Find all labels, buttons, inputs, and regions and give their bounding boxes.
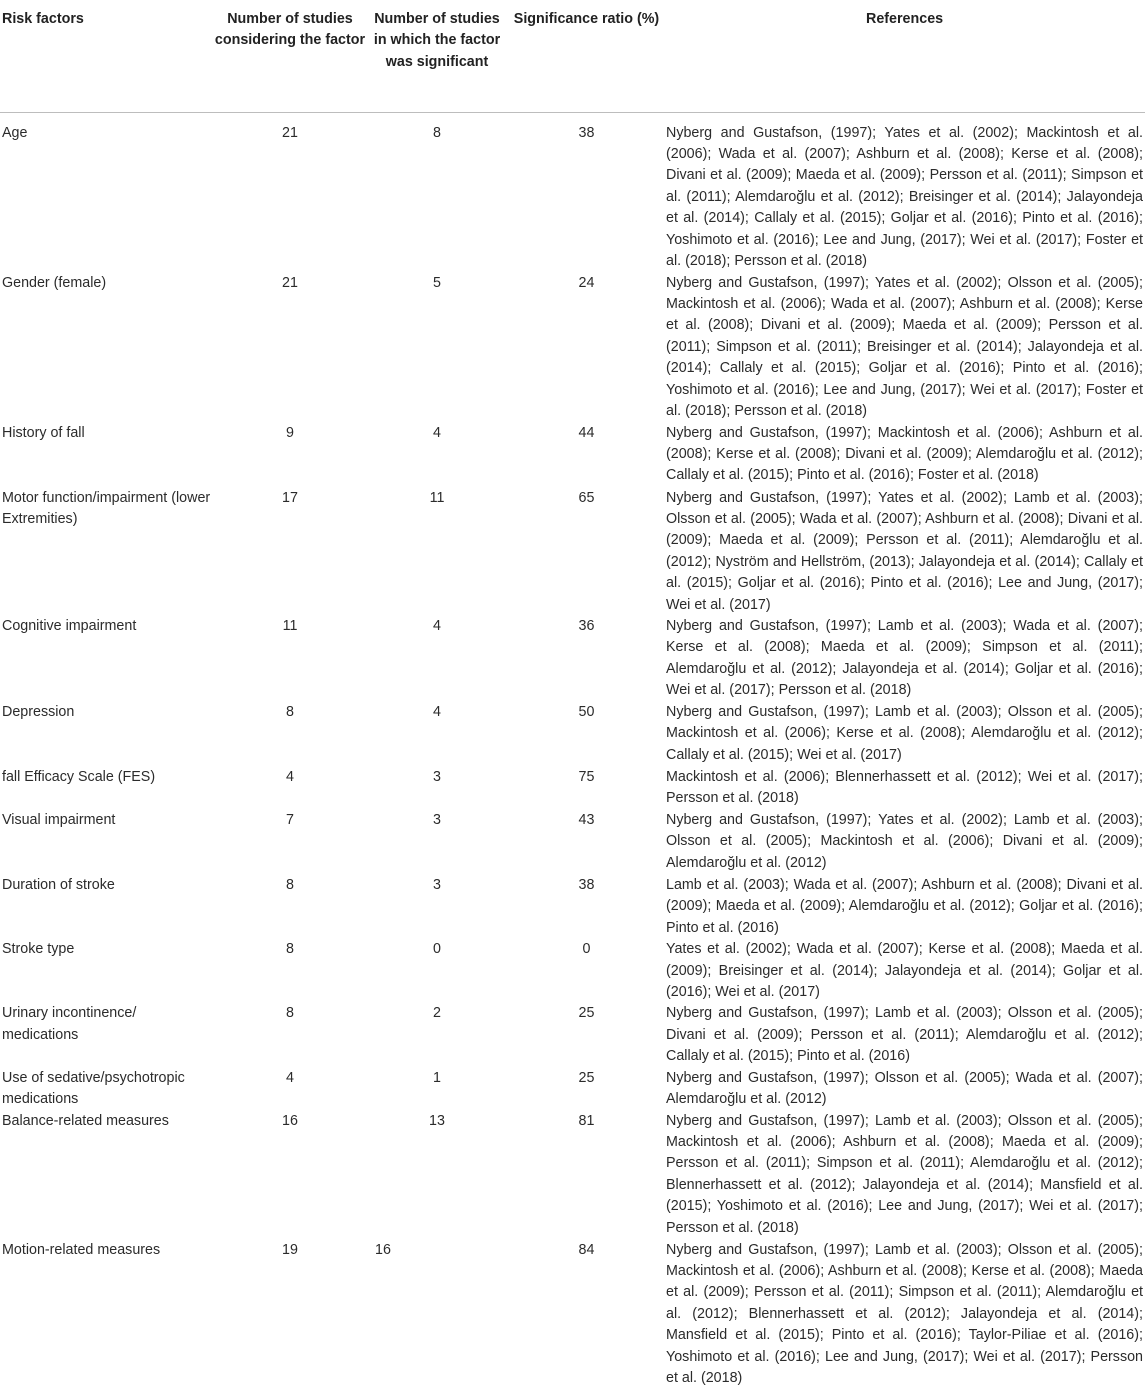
significant-cell: 2 [433, 1005, 441, 1022]
ratio-cell: 65 [578, 489, 595, 506]
considering-cell: 8 [286, 876, 294, 893]
table-row [0, 616, 1145, 702]
significant-cell: 5 [433, 274, 441, 291]
significant-cell: 13 [429, 1112, 445, 1129]
considering-cell: 7 [286, 811, 294, 828]
references-cell: Nyberg and Gustafson, (1997); Olsson et al. (2005); Wada et al. (2007); Alemdaroğlu et al. (2012) [666, 1069, 1143, 1107]
significant-cell: 16 [375, 1241, 391, 1258]
references-cell: Mackintosh et al. (2006); Blennerhassett et al. (2012); Wei et al. (2017); Persson et al. (2018) [666, 768, 1143, 807]
significant-cell: 4 [433, 617, 441, 634]
considering-cell: 8 [286, 703, 294, 720]
table-row [0, 702, 1145, 767]
table-row [0, 1068, 1145, 1111]
table-row [0, 273, 1145, 423]
risk-factor-cell: Gender (female) [2, 274, 107, 291]
ratio-cell: 84 [578, 1241, 595, 1258]
references-cell: Nyberg and Gustafson, (1997); Lamb et al. (2003); Olsson et al. (2005); Mackintosh et al. (2006); Ashburn et al. (2008); Maeda et al. (2009); Persson et al. (2011); Simpson et al. (2011); Alemdaroğlu et al. (2012); Blennerhassett et al. (2012); Jalayondeja et al. (2014); Mansfield et al. (2015); Yoshimoto et al. (2016); Lee and Jung, (2017); Wei et al. (2017); Persson et al. (2018) [666, 1112, 1143, 1236]
header-num-considering: Number of studies considering the factor [213, 0, 367, 112]
risk-factor-cell: Age [2, 124, 28, 141]
risk-factor-cell: Balance-related measures [2, 1112, 169, 1129]
ratio-cell: 81 [578, 1112, 595, 1129]
ratio-cell: 38 [578, 876, 595, 893]
considering-cell: 9 [286, 424, 294, 441]
risk-factor-cell: fall Efficacy Scale (FES) [2, 768, 156, 785]
risk-factor-cell: Cognitive impairment [2, 617, 137, 634]
header-num-significant: Number of studies in which the factor was significant [367, 0, 507, 112]
significant-cell: 11 [429, 489, 445, 506]
references-cell: Nyberg and Gustafson, (1997); Yates et al. (2002); Olsson et al. (2005); Mackintosh et al. (2006); Wada et al. (2007); Ashburn et al. (2008); Kerse et al. (2008); Divani et al. (2009); Maeda et al. (2009); Persson et al. (2011); Simpson et al. (2011); Breisinger et al. (2014); Jalayondeja et al. (2014); Callaly et al. (2015); Goljar et al. (2016); Pinto et al. (2016); Yoshimoto et al. (2016); Lee and Jung, (2017); Wei et al. (2017); Foster et al. (2018); Persson et al. (2018) [666, 274, 1143, 419]
risk-factor-cell: Use of sedative/psychotropic medications [2, 1069, 185, 1107]
risk-factor-cell: Stroke type [2, 941, 75, 958]
risk-factor-cell: Urinary incontinence/ medications [2, 1005, 137, 1043]
references-cell: Nyberg and Gustafson, (1997); Mackintosh et al. (2006); Ashburn et al. (2008); Kerse et al. (2008); Divani et al. (2009); Alemdaroğlu et al. (2012); Callaly et al. (2015); Pinto et al. (2016); Foster et al. (2018) [666, 424, 1143, 484]
table-row [0, 767, 1145, 810]
ratio-cell: 44 [578, 424, 595, 441]
table-row [0, 1111, 1145, 1240]
significant-cell: 3 [433, 811, 441, 828]
considering-cell: 21 [282, 124, 298, 141]
considering-cell: 17 [282, 489, 298, 506]
considering-cell: 21 [282, 274, 298, 291]
risk-factor-cell: Motion-related measures [2, 1241, 161, 1258]
ratio-cell: 36 [578, 617, 595, 634]
table-row [0, 875, 1145, 939]
considering-cell: 4 [286, 768, 294, 785]
considering-cell: 4 [286, 1069, 294, 1086]
risk-factor-cell: History of fall [2, 424, 85, 441]
ratio-cell: 38 [578, 124, 595, 141]
header-risk-factors: Risk factors [0, 0, 213, 112]
header-row [0, 0, 1145, 112]
significant-cell: 4 [433, 703, 441, 720]
risk-factor-cell: Motor function/impairment (lower Extremities) [2, 489, 211, 527]
references-cell: Nyberg and Gustafson, (1997); Lamb et al. (2003); Wada et al. (2007); Kerse et al. (2008); Maeda et al. (2009); Simpson et al. (2011); Alemdaroğlu et al. (2012); Jalayondeja et al. (2014); Goljar et al. (2016); Wei et al. (2017); Persson et al. (2018) [666, 617, 1143, 699]
references-cell: Nyberg and Gustafson, (1997); Lamb et al. (2003); Olsson et al. (2005); Divani et al. (2009); Persson et al. (2011); Alemdaroğlu et al. (2012); Callaly et al. (2015); Pinto et al. (2016) [666, 1005, 1143, 1065]
references-cell: Nyberg and Gustafson, (1997); Lamb et al. (2003); Olsson et al. (2005); Mackintosh et al. (2006); Ashburn et al. (2008); Kerse et al. (2008); Maeda et al. (2009); Persson et al. (2011); Simpson et al. (2011); Alemdaroğlu et al. (2012); Blennerhassett et al. (2012); Jalayondeja et al. (2014); Mansfield et al. (2015); Pinto et al. (2016); Taylor-Piliae et al. (2016); Yoshimoto et al. (2016); Lee and Jung, (2017); Wei et al. (2017); Persson et al. (2018) [666, 1241, 1143, 1387]
table-row [0, 488, 1145, 616]
significant-cell: 0 [433, 941, 441, 958]
significant-cell: 3 [433, 876, 441, 893]
header-references: References [666, 0, 1145, 112]
table-row [0, 810, 1145, 875]
considering-cell: 16 [282, 1112, 298, 1129]
significant-cell: 3 [433, 768, 441, 785]
references-cell: Nyberg and Gustafson, (1997); Yates et al. (2002); Lamb et al. (2003); Olsson et al. (2005); Wada et al. (2007); Ashburn et al. (2008); Divani et al. (2009); Maeda et al. (2009); Persson et al. (2011); Alemdaroğlu et al. (2012); Nyström and Hellström, (2013); Jalayondeja et al. (2014); Callaly et al. (2015); Goljar et al. (2016); Pinto et al. (2016); Lee and Jung, (2017); Wei et al. (2017) [666, 489, 1143, 613]
table-body [0, 112, 1145, 1390]
references-cell: Lamb et al. (2003); Wada et al. (2007); Ashburn et al. (2008); Divani et al. (2009); Maeda et al. (2009); Alemdaroğlu et al. (2012); Goljar et al. (2016); Pinto et al. (2016) [666, 876, 1143, 936]
ratio-cell: 50 [578, 703, 595, 720]
considering-cell: 8 [286, 941, 294, 958]
risk-factor-cell: Depression [2, 703, 75, 720]
significant-cell: 8 [433, 124, 441, 141]
ratio-cell: 75 [578, 768, 595, 785]
considering-cell: 19 [282, 1241, 298, 1258]
table-row [0, 1003, 1145, 1067]
header-significance-ratio: Significance ratio (%) [507, 0, 666, 112]
table-row [0, 423, 1145, 488]
risk-factor-cell: Visual impairment [2, 811, 116, 828]
table-header [0, 0, 1145, 112]
significant-cell: 4 [433, 424, 441, 441]
table-row [0, 939, 1145, 1003]
table-row [0, 112, 1145, 273]
references-cell: Nyberg and Gustafson, (1997); Yates et al. (2002); Mackintosh et al. (2006); Wada et al. (2007); Ashburn et al. (2008); Kerse et al. (2008); Divani et al. (2009); Maeda et al. (2009); Persson et al. (2011); Simpson et al. (2011); Alemdaroğlu et al. (2012); Breisinger et al. (2014); Jalayondeja et al. (2014); Callaly et al. (2015); Goljar et al. (2016); Pinto et al. (2016); Yoshimoto et al. (2016); Lee and Jung, (2017); Wei et al. (2017); Foster et al. (2018); Persson et al. (2018) [666, 124, 1143, 269]
ratio-cell: 0 [582, 941, 591, 958]
considering-cell: 8 [286, 1005, 294, 1022]
risk-factor-cell: Duration of stroke [2, 876, 115, 893]
references-cell: Nyberg and Gustafson, (1997); Yates et al. (2002); Lamb et al. (2003); Olsson et al. (2005); Mackintosh et al. (2006); Divani et al. (2009); Alemdaroğlu et al. (2012) [666, 811, 1143, 871]
ratio-cell: 25 [578, 1069, 595, 1086]
significant-cell: 1 [433, 1069, 441, 1086]
references-cell: Yates et al. (2002); Wada et al. (2007); Kerse et al. (2008); Maeda et al. (2009); Breisinger et al. (2014); Jalayondeja et al. (2014); Goljar et al. (2016); Wei et al. (2017) [666, 941, 1143, 1000]
ratio-cell: 43 [578, 811, 595, 828]
references-cell: Nyberg and Gustafson, (1997); Lamb et al. (2003); Olsson et al. (2005); Mackintosh et al. (2006); Kerse et al. (2008); Alemdaroğlu et al. (2012); Callaly et al. (2015); Wei et al. (2017) [666, 703, 1143, 763]
ratio-cell: 24 [578, 274, 595, 291]
ratio-cell: 25 [578, 1005, 595, 1022]
considering-cell: 11 [282, 617, 298, 634]
table-row [0, 1240, 1145, 1390]
